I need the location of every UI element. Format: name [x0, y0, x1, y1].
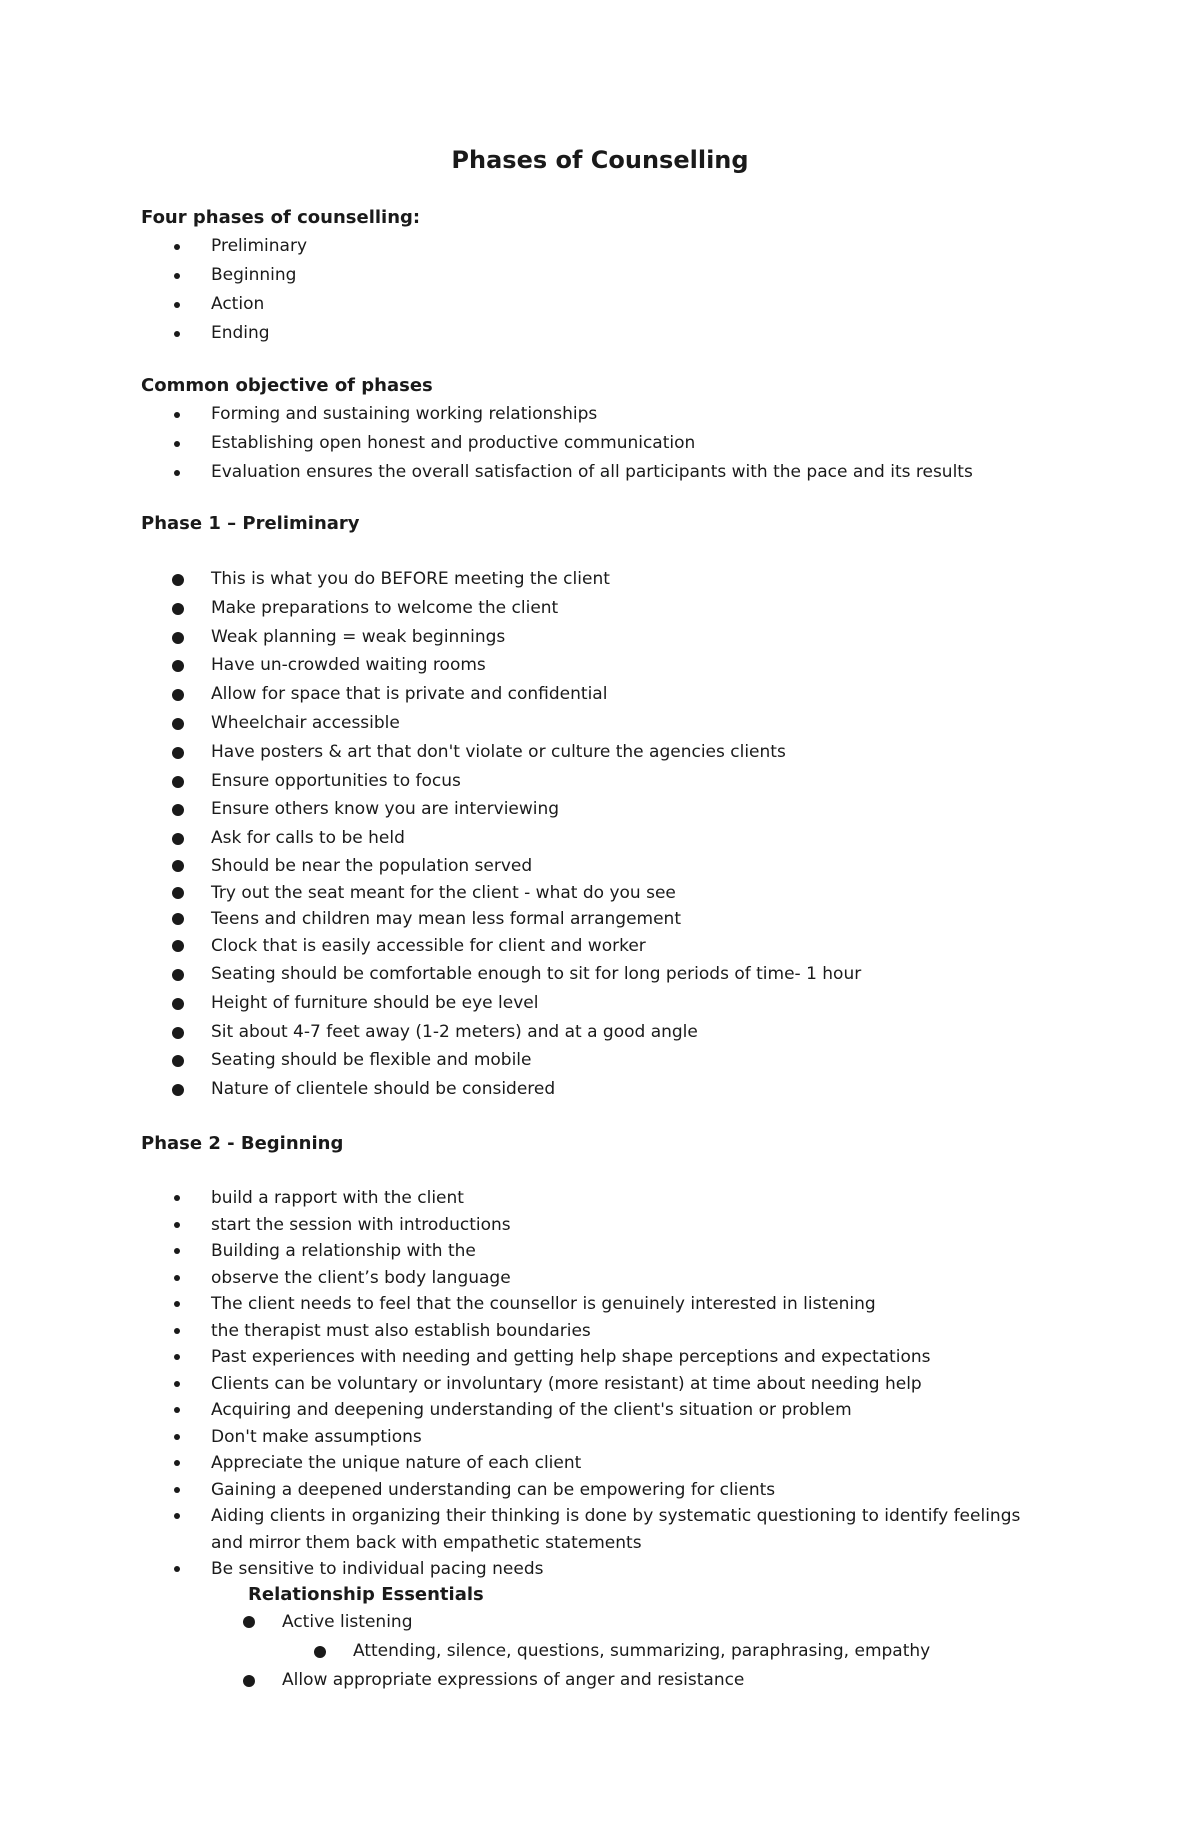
list-item: Allow appropriate expressions of anger and resistance — [212, 1666, 744, 1695]
list-item: Ending — [141, 319, 307, 348]
phase2-list — [141, 1185, 1020, 1583]
bullet-icon — [172, 603, 184, 615]
list-item: Try out the seat meant for the client - what do you see — [141, 880, 681, 907]
bullet-icon — [172, 747, 184, 759]
list-item: start the session with introductions — [141, 1212, 1020, 1239]
bullet-icon — [172, 689, 184, 701]
list-item: Make preparations to welcome the client — [141, 594, 786, 623]
bullet-icon — [172, 1084, 184, 1096]
bullet-icon — [172, 574, 184, 586]
list-item: Be sensitive to individual pacing needs — [141, 1556, 1020, 1583]
list-item: Ensure opportunities to focus — [141, 767, 786, 796]
bullet-icon — [172, 969, 184, 981]
bullet-icon — [172, 718, 184, 730]
phase1-list-end — [141, 960, 861, 1104]
list-item: This is what you do BEFORE meeting the client — [141, 565, 786, 594]
bullet-icon — [174, 331, 180, 337]
relationship-essentials-list — [212, 1609, 412, 1636]
page-title: Phases of Counselling — [451, 146, 749, 174]
bullet-icon — [174, 1487, 180, 1493]
list-item: Ask for calls to be held — [141, 824, 786, 853]
bullet-icon — [174, 244, 180, 250]
list-item: Building a relationship with the — [141, 1238, 1020, 1265]
list-item: Should be near the population served — [141, 853, 681, 880]
list-item: Don't make assumptions — [141, 1424, 1020, 1451]
bullet-icon — [174, 1513, 180, 1519]
list-item: Clock that is easily accessible for client and worker — [141, 933, 681, 960]
bullet-icon — [174, 1381, 180, 1387]
list-item: Seating should be comfortable enough to sit for long periods of time- 1 hour — [141, 960, 861, 989]
phase1-heading: Phase 1 – Preliminary — [141, 513, 360, 534]
bullet-icon — [172, 833, 184, 845]
list-item: Have un-crowded waiting rooms — [141, 651, 786, 680]
list-item: Establishing open honest and productive communication — [141, 429, 973, 458]
four-phases-list — [141, 232, 307, 348]
list-item: Attending, silence, questions, summarizing, paraphrasing, empathy — [283, 1637, 930, 1666]
list-item: observe the client’s body language — [141, 1265, 1020, 1292]
bullet-icon — [174, 1354, 180, 1360]
list-item: Nature of clientele should be considered — [141, 1075, 861, 1104]
bullet-icon — [174, 1301, 180, 1307]
list-item: the therapist must also establish boundaries — [141, 1318, 1020, 1345]
bullet-icon — [174, 1275, 180, 1281]
bullet-icon — [243, 1616, 255, 1628]
bullet-icon — [174, 1222, 180, 1228]
list-item: Past experiences with needing and getting help shape perceptions and expectations — [141, 1344, 1020, 1371]
list-item: Appreciate the unique nature of each client — [141, 1450, 1020, 1477]
list-item: Wheelchair accessible — [141, 709, 786, 738]
bullet-icon — [243, 1675, 255, 1687]
list-item: Aiding clients in organizing their thinking is done by systematic questioning to identify feelings — [141, 1503, 1020, 1530]
list-item: Evaluation ensures the overall satisfaction of all participants with the pace and its results — [141, 458, 973, 487]
bullet-icon — [172, 913, 184, 925]
bullet-icon — [172, 804, 184, 816]
bullet-icon — [172, 632, 184, 644]
bullet-icon — [174, 412, 180, 418]
list-item: Have posters & art that don't violate or culture the agencies clients — [141, 738, 786, 767]
list-item: The client needs to feel that the counsellor is genuinely interested in listening — [141, 1291, 1020, 1318]
list-item: build a rapport with the client — [141, 1185, 1020, 1212]
bullet-icon — [314, 1646, 326, 1658]
bullet-icon — [172, 1027, 184, 1039]
bullet-icon — [174, 1566, 180, 1572]
bullet-icon — [172, 940, 184, 952]
bullet-icon — [172, 776, 184, 788]
bullet-icon — [174, 1195, 180, 1201]
list-item: Allow for space that is private and confidential — [141, 680, 786, 709]
bullet-icon — [174, 302, 180, 308]
bullet-icon — [174, 1328, 180, 1334]
list-item: Height of furniture should be eye level — [141, 989, 861, 1018]
active-listening-sublist — [283, 1637, 930, 1666]
list-item: Weak planning = weak beginnings — [141, 623, 786, 652]
list-item: Gaining a deepened understanding can be empowering for clients — [141, 1477, 1020, 1504]
list-item: Seating should be flexible and mobile — [141, 1046, 861, 1075]
list-item: Teens and children may mean less formal arrangement — [141, 906, 681, 933]
list-item: Acquiring and deepening understanding of the client's situation or problem — [141, 1397, 1020, 1424]
bullet-icon — [172, 660, 184, 672]
bullet-icon — [174, 1434, 180, 1440]
bullet-icon — [174, 1407, 180, 1413]
phase1-list-continued — [141, 853, 681, 959]
bullet-icon — [174, 441, 180, 447]
list-item: Sit about 4-7 feet away (1-2 meters) and at a good angle — [141, 1018, 861, 1047]
bullet-icon — [172, 998, 184, 1010]
bullet-icon — [172, 887, 184, 899]
list-item: Ensure others know you are interviewing — [141, 795, 786, 824]
list-item: Clients can be voluntary or involuntary (more resistant) at time about needing help — [141, 1371, 1020, 1398]
list-item-continuation: and mirror them back with empathetic statements — [211, 1532, 642, 1553]
bullet-icon — [174, 470, 180, 476]
common-objective-list — [141, 400, 973, 487]
list-item: Preliminary — [141, 232, 307, 261]
list-item: Action — [141, 290, 307, 319]
relationship-essentials-list-continued — [212, 1666, 744, 1695]
bullet-icon — [172, 860, 184, 872]
list-item: Forming and sustaining working relationships — [141, 400, 973, 429]
phase1-list — [141, 565, 786, 853]
list-item: Beginning — [141, 261, 307, 290]
list-item: Active listening — [212, 1609, 412, 1636]
bullet-icon — [174, 1248, 180, 1254]
bullet-icon — [174, 1460, 180, 1466]
four-phases-heading: Four phases of counselling: — [141, 207, 421, 228]
bullet-icon — [172, 1055, 184, 1067]
relationship-essentials-heading: Relationship Essentials — [248, 1584, 484, 1605]
common-objective-heading: Common objective of phases — [141, 375, 433, 396]
phase2-heading: Phase 2 - Beginning — [141, 1133, 344, 1154]
bullet-icon — [174, 273, 180, 279]
